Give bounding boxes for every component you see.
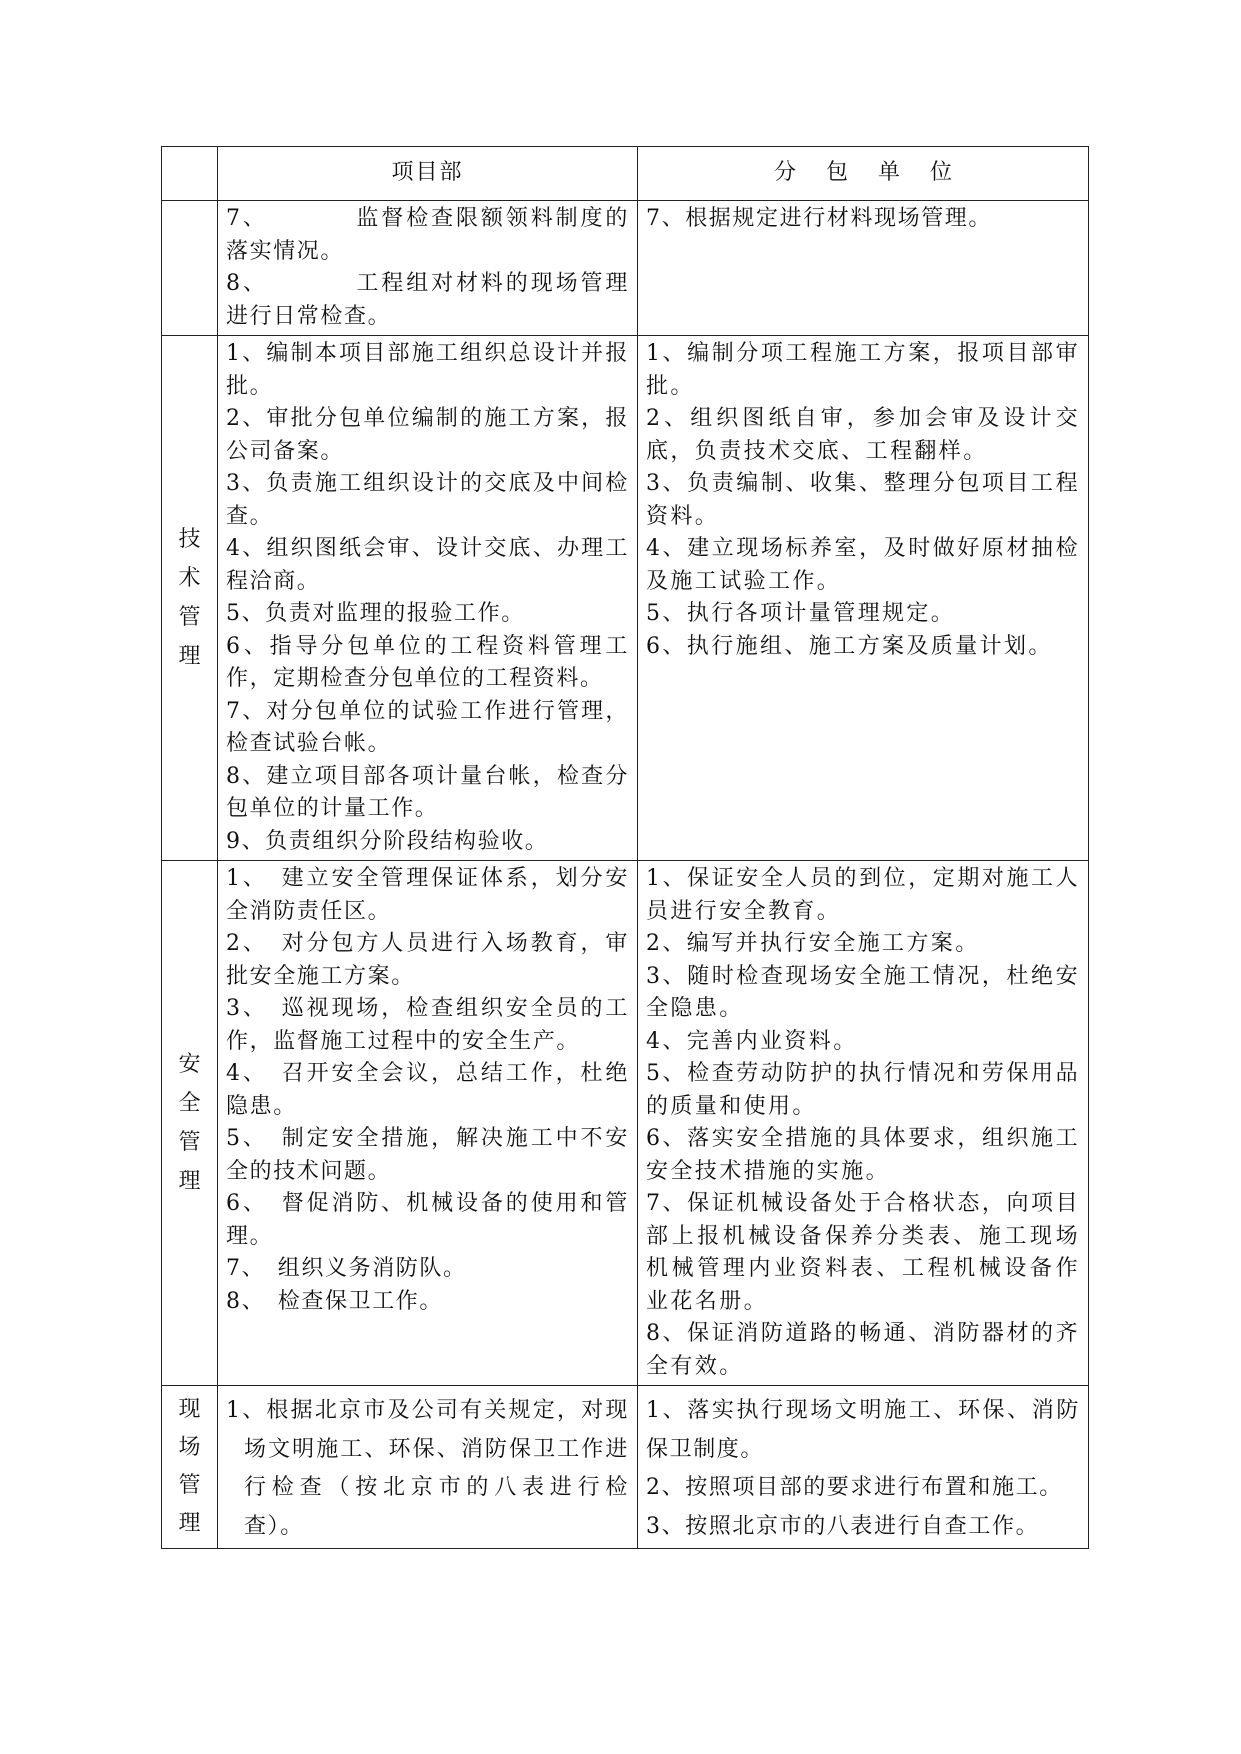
category-label: 现场管理 <box>178 1397 201 1536</box>
list-item: 1、编制分项工程施工方案，报项目部审批。 <box>646 341 1080 399</box>
list-item: 8、建立项目部各项计量台帐，检查分包单位的计量工作。 <box>226 763 629 821</box>
list-item: 1、落实执行现场文明施工、环保、消防保卫制度。 <box>646 1398 1080 1462</box>
table-row-material <box>162 201 1089 336</box>
category-label: 安全管理 <box>178 1052 201 1194</box>
list-item: 4、建立现场标养室，及时做好原材抽检及施工试验工作。 <box>646 536 1080 594</box>
list-item: 8、 检查保卫工作。 <box>226 1288 443 1314</box>
list-item: 9、负责组织分阶段结构验收。 <box>226 828 549 854</box>
category-cell <box>162 336 218 861</box>
list-item: 5、检查劳动防护的执行情况和劳保用品的质量和使用。 <box>646 1061 1080 1119</box>
subcontractor-cell <box>638 1386 1089 1549</box>
list-item: 2、组织图纸自审，参加会审及设计交底，负责技术交底、工程翻样。 <box>646 406 1080 464</box>
subcontractor-cell <box>638 201 1089 336</box>
header-blank-cell <box>162 147 218 201</box>
table-row-technical <box>162 336 1089 861</box>
table-header-row <box>162 147 1089 201</box>
list-item: 2、按照项目部的要求进行布置和施工。 <box>646 1475 1063 1500</box>
subcontractor-cell <box>638 861 1089 1386</box>
subcontractor-cell <box>638 336 1089 861</box>
list-item: 6、 督促消防、机械设备的使用和管理。 <box>226 1191 629 1249</box>
category-cell <box>162 1386 218 1549</box>
category-cell <box>162 861 218 1386</box>
list-item: 3、按照北京市的八表进行自查工作。 <box>646 1513 1040 1539</box>
list-item: 5、执行各项计量管理规定。 <box>646 601 956 626</box>
list-item: 4、完善内业资料。 <box>646 1028 858 1054</box>
list-item: 6、指导分包单位的工程资料管理工作，定期检查分包单位的工程资料。 <box>226 633 629 691</box>
table-row-site <box>162 1386 1089 1549</box>
list-item: 7、 组织义务消防队。 <box>226 1256 467 1281</box>
list-item: 2、编写并执行安全施工方案。 <box>646 931 980 956</box>
list-item: 1、保证安全人员的到位，定期对施工人员进行安全教育。 <box>646 866 1080 924</box>
list-item: 5、负责对监理的报验工作。 <box>226 601 525 626</box>
list-item: 1、根据北京市及公司有关规定，对现场文明施工、环保、消防保卫工作进行检查（按北京市的八表进行检查）。 <box>226 1398 629 1539</box>
category-label: 技术管理 <box>178 527 201 669</box>
table-row-safety <box>162 861 1089 1386</box>
list-item: 3、 巡视现场，检查组织安全员的工作，监督施工过程中的安全生产。 <box>226 996 629 1054</box>
list-item: 5、 制定安全措施，解决施工中不安全的技术问题。 <box>226 1126 629 1184</box>
list-item: 4、 召开安全会议，总结工作，杜绝隐患。 <box>226 1061 629 1119</box>
list-item: 1、编制本项目部施工组织总设计并报批。 <box>226 341 629 399</box>
list-item: 8、 工程组对材料的现场管理进行日常检查。 <box>226 271 629 329</box>
header-subcontractor: 分包单位 <box>638 147 1089 201</box>
list-item: 8、保证消防道路的畅通、消防器材的齐全有效。 <box>646 1321 1080 1379</box>
list-item: 6、执行施组、施工方案及质量计划。 <box>646 633 1053 659</box>
list-item: 7、保证机械设备处于合格状态，向项目部上报机械设备保养分类表、施工现场机械管理内业资料表、工程机械设备作业花名册。 <box>646 1191 1080 1314</box>
list-item: 7、根据规定进行材料现场管理。 <box>646 206 992 231</box>
list-item: 3、负责编制、收集、整理分包项目工程资料。 <box>646 471 1080 529</box>
list-item: 7、对分包单位的试验工作进行管理，检查试验台帐。 <box>226 698 629 756</box>
list-item: 1、 建立安全管理保证体系，划分安全消防责任区。 <box>226 866 629 924</box>
list-item: 4、组织图纸会审、设计交底、办理工程洽商。 <box>226 536 629 594</box>
list-item: 3、随时检查现场安全施工情况，杜绝安全隐患。 <box>646 963 1080 1021</box>
list-item: 7、 监督检查限额领料制度的落实情况。 <box>226 206 629 264</box>
list-item: 2、审批分包单位编制的施工方案，报公司备案。 <box>226 406 629 464</box>
project-dept-cell <box>218 336 638 861</box>
list-item: 2、 对分包方人员进行入场教育，审批安全施工方案。 <box>226 931 629 989</box>
project-dept-cell <box>218 201 638 336</box>
project-dept-cell <box>218 1386 638 1549</box>
list-item: 6、落实安全措施的具体要求，组织施工安全技术措施的实施。 <box>646 1126 1080 1184</box>
project-dept-cell <box>218 861 638 1386</box>
header-project-dept: 项目部 <box>218 147 638 201</box>
category-cell <box>162 201 218 336</box>
responsibility-table <box>161 146 1089 1549</box>
list-item: 3、负责施工组织设计的交底及中间检查。 <box>226 471 629 529</box>
